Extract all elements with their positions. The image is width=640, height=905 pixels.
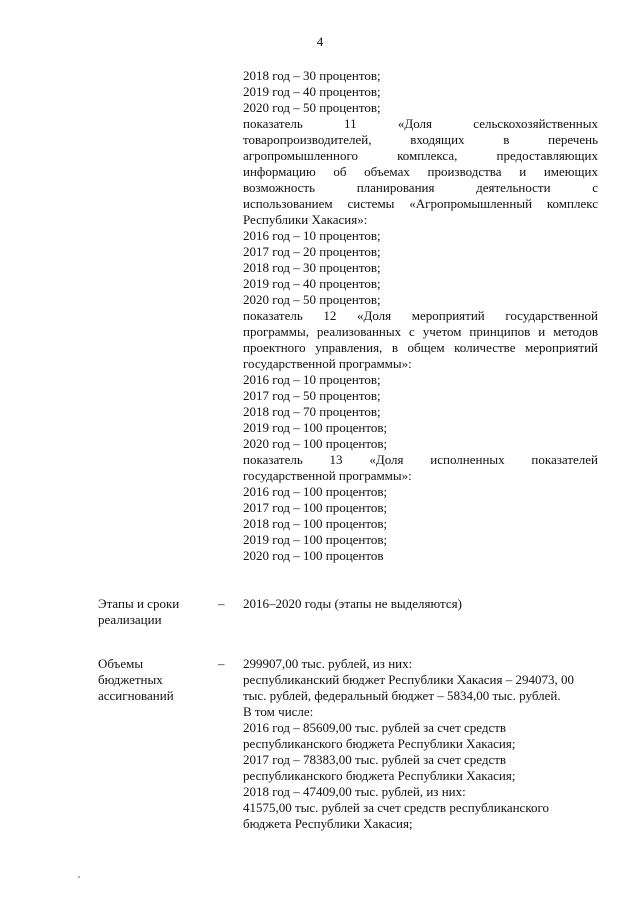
- year-line: 2020 год – 50 процентов;: [243, 100, 381, 115]
- year-line: 2017 год – 100 процентов;: [243, 500, 388, 515]
- indicator-11-line: Республики Хакасия»:: [243, 212, 368, 227]
- obemy-label-line: Объемы: [98, 656, 144, 671]
- indicator-11-line: показатель 11 «Доля сельскохозяйственных: [243, 116, 598, 131]
- obemy-line: республиканского бюджета Республики Хакасия;: [243, 736, 516, 751]
- obemy-line: республиканский бюджет Республики Хакасия – 294073, 00: [243, 672, 574, 687]
- year-line: 2017 год – 20 процентов;: [243, 244, 381, 259]
- scan-speck: [78, 876, 80, 878]
- indicator-12-line: проектного управления, в общем количестве мероприятий: [243, 340, 598, 355]
- obemy-dash: –: [218, 656, 225, 671]
- indicator-12-line: государственной программы»:: [243, 356, 412, 371]
- indicator-11-line: агропромышленного комплекса, предоставляющих: [243, 148, 598, 163]
- year-line: 2018 год – 100 процентов;: [243, 516, 388, 531]
- indicator-12-line: программы, реализованных с учетом принципов и методов: [243, 324, 598, 339]
- year-line: 2016 год – 100 процентов;: [243, 484, 388, 499]
- year-line: 2019 год – 100 процентов;: [243, 420, 388, 435]
- indicator-12-line: показатель 12 «Доля мероприятий государственной: [243, 308, 598, 323]
- obemy-value: [243, 656, 598, 832]
- obemy-label-line: ассигнований: [98, 688, 174, 703]
- year-line: 2020 год – 100 процентов;: [243, 436, 388, 451]
- obemy-line: 2018 год – 47409,00 тыс. рублей, из них:: [243, 784, 466, 799]
- obemy-line: 299907,00 тыс. рублей, из них:: [243, 656, 413, 671]
- obemy-line: 2017 год – 78383,00 тыс. рублей за счет средств: [243, 752, 507, 767]
- obemy-line: бюджета Республики Хакасия;: [243, 816, 413, 831]
- year-line: 2019 год – 100 процентов;: [243, 532, 388, 547]
- indicator-13-line: государственной программы»:: [243, 468, 412, 483]
- etapy-label-line: реализации: [98, 612, 162, 627]
- obemy-line: тыс. рублей, федеральный бюджет – 5834,00 тыс. рублей.: [243, 688, 561, 703]
- year-line: 2018 год – 70 процентов;: [243, 404, 381, 419]
- obemy-label-line: бюджетных: [98, 672, 163, 687]
- etapy-label: [98, 596, 208, 628]
- year-line: 2019 год – 40 процентов;: [243, 276, 381, 291]
- obemy-line: 2016 год – 85609,00 тыс. рублей за счет средств: [243, 720, 507, 735]
- indicator-11-line: возможность планирования деятельности с: [243, 180, 598, 195]
- indicators-block: [243, 68, 598, 564]
- year-line: 2018 год – 30 процентов;: [243, 68, 381, 83]
- indicator-13-line: показатель 13 «Доля исполненных показателей: [243, 452, 598, 467]
- year-line: 2020 год – 100 процентов: [243, 548, 384, 563]
- etapy-dash: –: [218, 596, 225, 611]
- indicator-11-line: использованием системы «Агропромышленный комплекс: [243, 196, 598, 211]
- year-line: 2019 год – 40 процентов;: [243, 84, 381, 99]
- obemy-line: республиканского бюджета Республики Хакасия;: [243, 768, 516, 783]
- indicator-11-line: товаропроизводителей, входящих в перечень: [243, 132, 598, 147]
- obemy-label: [98, 656, 208, 704]
- year-line: 2018 год – 30 процентов;: [243, 260, 381, 275]
- year-line: 2016 год – 10 процентов;: [243, 228, 381, 243]
- obemy-line: В том числе:: [243, 704, 314, 719]
- obemy-line: 41575,00 тыс. рублей за счет средств республиканского: [243, 800, 549, 815]
- etapy-label-line: Этапы и сроки: [98, 596, 180, 611]
- year-line: 2020 год – 50 процентов;: [243, 292, 381, 307]
- year-line: 2016 год – 10 процентов;: [243, 372, 381, 387]
- year-line: 2017 год – 50 процентов;: [243, 388, 381, 403]
- page-number: 4: [316, 34, 324, 49]
- etapy-value: 2016–2020 годы (этапы не выделяются): [243, 596, 462, 611]
- indicator-11-line: информацию об объемах производства и имеющих: [243, 164, 598, 179]
